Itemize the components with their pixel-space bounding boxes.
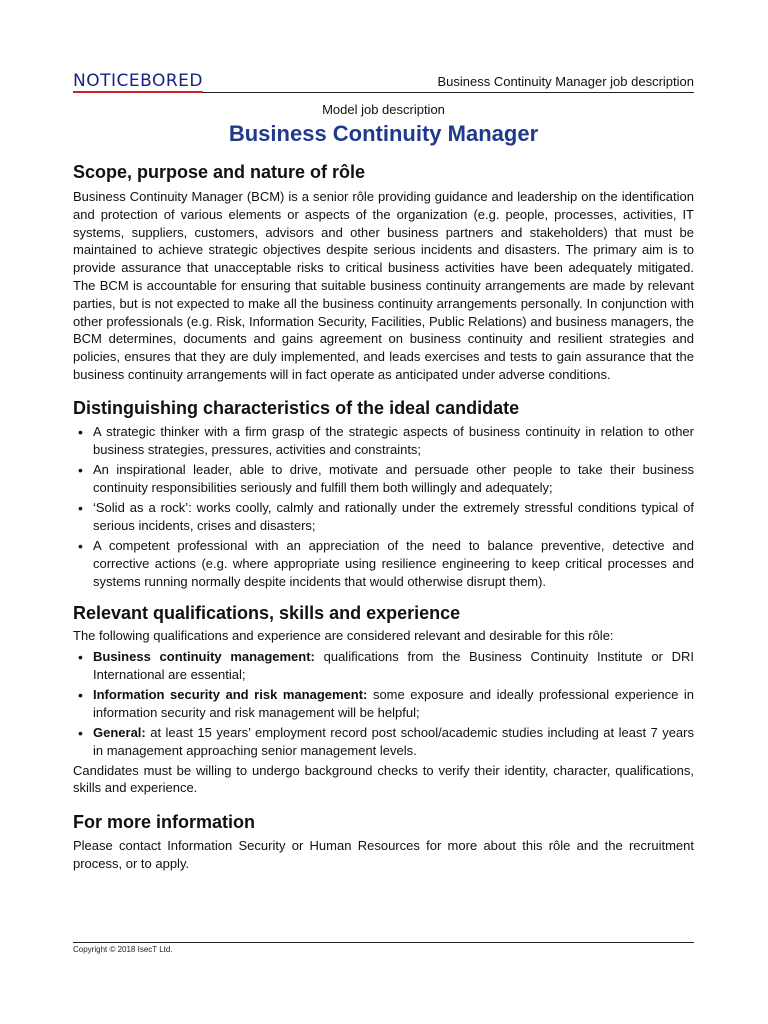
- list-item: • A competent professional with an appreciation of the need to balance preventive, detective and corrective actions (e.g. where appropriate using resilience engineering to keep critical processes and systems running normally despite incidents that would otherwise disrupt them).: [73, 537, 694, 591]
- section-body-scope: Business Continuity Manager (BCM) is a senior rôle providing guidance and leadership on the identification and protection of various elements or aspects of the organization (e.g. people, processes, activities, IT systems, suppliers, customers, advisors and other business partners and stakeholders) that must be maintained to achieve strategic objectives despite serious incidents and disasters. The primary aim is to provide assurance that unacceptable risks to critical business activities have been adequately mitigated. The BCM is accountable for ensuring that suitable business continuity arrangements are made by relevant parties, but is not expected to make all the business continuity arrangements personally. In conjunction with other professionals (e.g. Risk, Information Security, Facilities, Public Relations) and business managers, the BCM determines, documents and gains agreement on business continuity and resilient strategies and policies, ensures that they are duly implemented, and leads exercises and tests to gain assurance that the business continuity arrangements will in fact operate as anticipated under adverse conditions.: [73, 189, 694, 382]
- qualification-text: some exposure and ideally professional experience in information security and risk management will be helpful;: [93, 686, 694, 720]
- document-subtitle: Model job description: [322, 102, 445, 117]
- list-item: [73, 724, 694, 760]
- document-title: Business Continuity Manager: [228, 121, 539, 146]
- list-item: [73, 686, 694, 722]
- qualification-text: at least 15 years’ employment record post school/academic studies including at least 7 years in management approaching senior management levels.: [93, 724, 694, 758]
- qualification-term: Business continuity management:: [93, 648, 315, 664]
- page-header: [73, 68, 694, 93]
- document-page: [73, 68, 694, 873]
- qualifications-list: [73, 648, 694, 760]
- section-heading-qualifications: Relevant qualifications, skills and experience: [73, 602, 461, 623]
- list-item: • A strategic thinker with a firm grasp of the strategic aspects of business continuity in relation to other business strategies, pressures, activities and constraints;: [73, 423, 694, 459]
- qualification-text: qualifications from the Business Continuity Institute or DRI International are essential;: [93, 648, 694, 682]
- list-item: • An inspirational leader, able to drive, motivate and persuade other people to take their business continuity responsibilities seriously and fulfill them both willingly and adequately;: [73, 461, 694, 497]
- page-footer: [73, 942, 694, 955]
- qualifications-intro: The following qualifications and experience are considered relevant and desirable for this rôle:: [73, 627, 614, 643]
- list-item: • ‘Solid as a rock’: works coolly, calmly and rationally under the extremely stressful conditions typical of serious incidents, crises and disasters;: [73, 499, 694, 535]
- background-checks-note: Candidates must be willing to undergo background checks to verify their identity, character, qualifications, skills and experience.: [73, 762, 694, 796]
- copyright-text: Copyright © 2018 IsecT Ltd.: [73, 945, 173, 954]
- list-item: [73, 648, 694, 684]
- section-heading-more-info: For more information: [73, 812, 256, 833]
- characteristics-list: [73, 423, 694, 591]
- qualification-term: General:: [93, 724, 146, 740]
- section-heading-characteristics: Distinguishing characteristics of the ideal candidate: [73, 397, 520, 418]
- noticebored-logo: NOTICEBORED: [73, 71, 203, 91]
- section-heading-scope: Scope, purpose and nature of rôle: [73, 162, 366, 182]
- header-doc-label: Business Continuity Manager job description: [437, 74, 694, 89]
- section-body-more-info: Please contact Information Security or Human Resources for more about this rôle and the recruitment process, or to apply.: [73, 838, 694, 871]
- qualification-term: Information security and risk management:: [93, 686, 368, 702]
